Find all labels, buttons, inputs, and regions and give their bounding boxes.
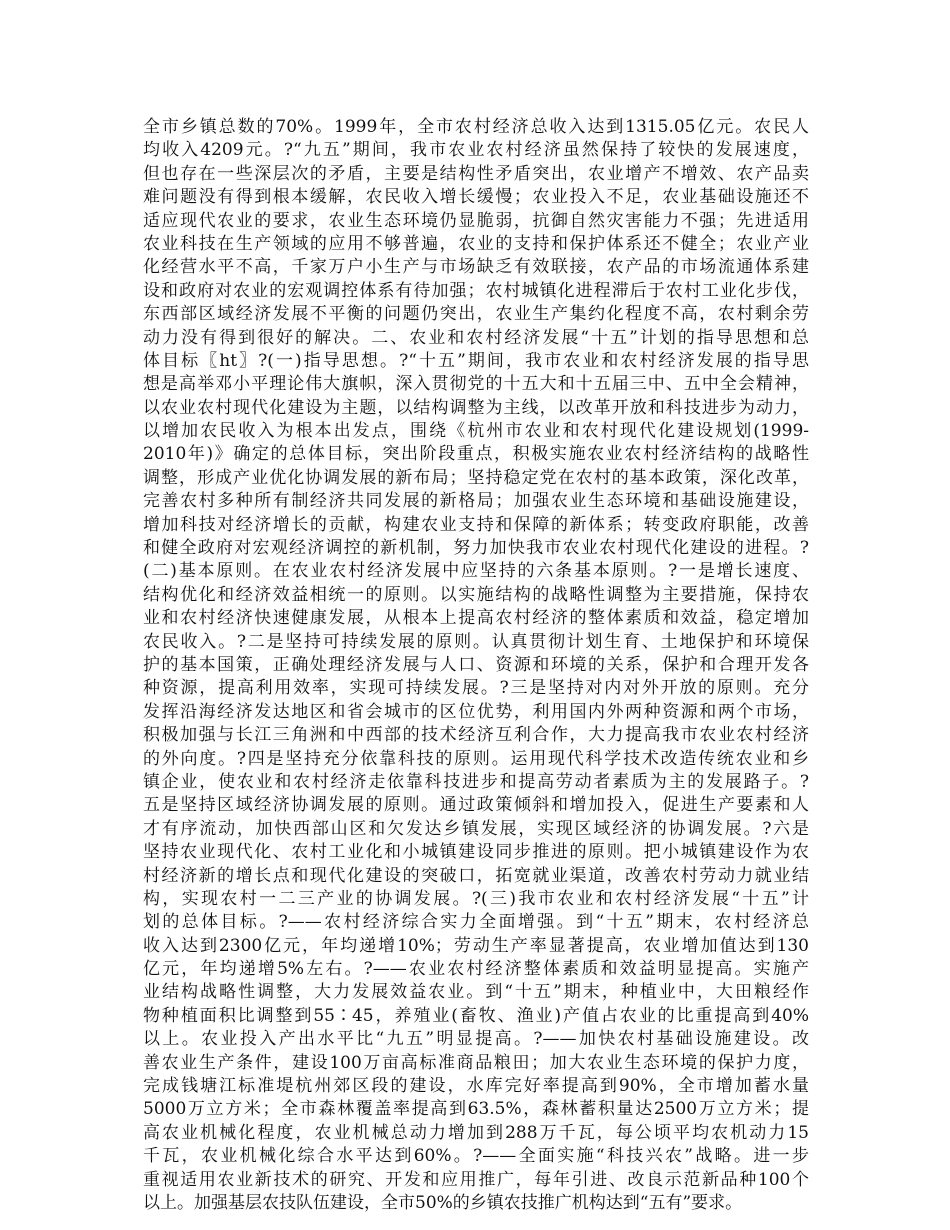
text-line: 重视适用农业新技术的研究、开发和应用推广，每年引进、改良示范新品种100个 [143,1169,809,1190]
text-line: 发挥沿海经济发达地区和省会城市的区位优势，利用国内外两种资源和两个市场， [143,701,809,722]
text-line: 以增加农民收入为根本出发点，围绕《杭州市农业和农村现代化建设规划(1999- [143,421,809,442]
text-line: 难问题没有得到根本缓解，农民收入增长缓慢；农业投入不足，农业基础设施还不 [143,187,809,208]
text-line: 划的总体目标。?——农村经济综合实力全面增强。到“十五”期末，农村经济总 [143,912,809,933]
text-line: 适应现代农业的要求，农业生态环境仍显脆弱，抗御自然灾害能力不强；先进适用 [143,210,809,231]
text-line: 的外向度。?四是坚持充分依靠科技的原则。运用现代科学技术改造传统农业和乡 [143,748,809,769]
text-line: 积极加强与长江三角洲和中西部的技术经济互利合作，大力提高我市农业农村经济 [143,725,809,746]
text-line: 结构优化和经济效益相统一的原则。以实施结构的战略性调整为主要措施，保持农 [143,584,809,605]
text-line: 业结构战略性调整，大力发展效益农业。到“十五”期末，种植业中，大田粮经作 [143,982,809,1003]
text-line: 以上。加强基层农技队伍建设，全市50%的乡镇农技推广机构达到“五有”要求。 [143,1192,743,1213]
text-line: 以上。农业投入产出水平比“九五”明显提高。?——加快农村基础设施建设。改 [143,1029,809,1050]
text-line: 镇企业，使农业和农村经济走依靠科技进步和提高劳动者素质为主的发展路子。? [143,771,809,792]
text-line: 全市乡镇总数的70%。1999年，全市农村经济总收入达到1315.05亿元。农民人 [143,117,809,137]
text-line: 化经营水平不高，千家万户小生产与市场缺乏有效联接，农产品的市场流通体系建 [143,257,809,278]
text-line: 调整，形成产业优化协调发展的新布局；坚持稳定党在农村的基本政策，深化改革， [143,467,809,488]
text-line: 物种植面积比调整到55∶45，养殖业(畜牧、渔业)产值占农业的比重提高到40% [143,1005,809,1026]
text-line: 但也存在一些深层次的矛盾，主要是结构性矛盾突出，农业增产不增效、农产品卖 [143,163,809,184]
text-line: 体目标〖ht〗?(一)指导思想。?“十五”期间，我市农业和农村经济发展的指导思 [143,350,809,371]
text-line: 高农业机械化程度，农业机械总动力增加到288万千瓦，每公顷平均农机动力15 [143,1122,809,1143]
text-line: 想是高举邓小平理论伟大旗帜，深入贯彻党的十五大和十五届三中、五中全会精神， [143,374,809,395]
text-line: 种资源，提高利用效率，实现可持续发展。?三是坚持对内对外开放的原则。充分 [143,678,809,699]
text-line: 5000万立方米；全市森林覆盖率提高到63.5%，森林蓄积量达2500万立方米；提 [143,1099,809,1120]
text-line: 村经济新的增长点和现代化建设的突破口，拓宽就业渠道，改善农村劳动力就业结 [143,865,809,886]
text-line: 才有序流动，加快西部山区和欠发达乡镇发展，实现区域经济的协调发展。?六是 [143,818,809,839]
text-line: 东西部区域经济发展不平衡的问题仍突出，农业生产集约化程度不高，农村剩余劳 [143,304,809,325]
text-line: 完成钱塘江标准堤杭州郊区段的建设，水库完好率提高到90%，全市增加蓄水量 [143,1076,809,1097]
text-line: 设和政府对农业的宏观调控体系有待加强；农村城镇化进程滞后于农村工业化步伐， [143,280,809,301]
text-line: (二)基本原则。在农业农村经济发展中应坚持的六条基本原则。?一是增长速度、 [143,561,809,582]
text-line: 均收入4209元。?“九五”期间，我市农业农村经济虽然保持了较快的发展速度， [143,140,809,161]
text-line: 动力没有得到很好的解决。二、农业和农村经济发展“十五”计划的指导思想和总 [143,327,809,348]
text-line: 和健全政府对宏观经济调控的新机制，努力加快我市农业农村现代化建设的进程。? [143,538,809,559]
text-line: 以农业农村现代化建设为主题，以结构调整为主线，以改革开放和科技进步为动力， [143,397,809,418]
text-line: 完善农村多种所有制经济共同发展的新格局；加强农业生态环境和基础设施建设， [143,491,809,512]
text-line: 护的基本国策，正确处理经济发展与人口、资源和环境的关系，保护和合理开发各 [143,654,809,675]
text-line: 千瓦，农业机械化综合水平达到60%。?——全面实施“科技兴农”战略。进一步 [143,1146,809,1167]
text-line: 农业科技在生产领域的应用不够普遍，农业的支持和保护体系还不健全；农业产业 [143,233,809,254]
text-line: 坚持农业现代化、农村工业化和小城镇建设同步推进的原则。把小城镇建设作为农 [143,842,809,863]
text-line: 亿元，年均递增5%左右。?——农业农村经济整体素质和效益明显提高。实施产 [143,959,809,980]
text-line: 构，实现农村一二三产业的协调发展。?(三)我市农业和农村经济发展“十五”计 [143,888,809,909]
text-line: 2010年)》确定的总体目标，突出阶段重点，积极实施农业农村经济结构的战略性 [143,444,809,465]
text-line: 善农业生产条件，建设100万亩高标准商品粮田；加大农业生态环境的保护力度， [143,1052,809,1073]
text-line: 增加科技对经济增长的贡献，构建农业支持和保障的新体系；转变政府职能，改善 [143,514,809,535]
text-line: 农民收入。?二是坚持可持续发展的原则。认真贯彻计划生育、土地保护和环境保 [143,631,809,652]
text-line: 五是坚持区域经济协调发展的原则。通过政策倾斜和增加投入，促进生产要素和人 [143,795,809,816]
body-text [143,116,809,1215]
text-line: 收入达到2300亿元，年均递增10%；劳动生产率显著提高，农业增加值达到130 [143,935,809,956]
text-line: 业和农村经济快速健康发展，从根本上提高农村经济的整体素质和效益，稳定增加 [143,608,809,629]
